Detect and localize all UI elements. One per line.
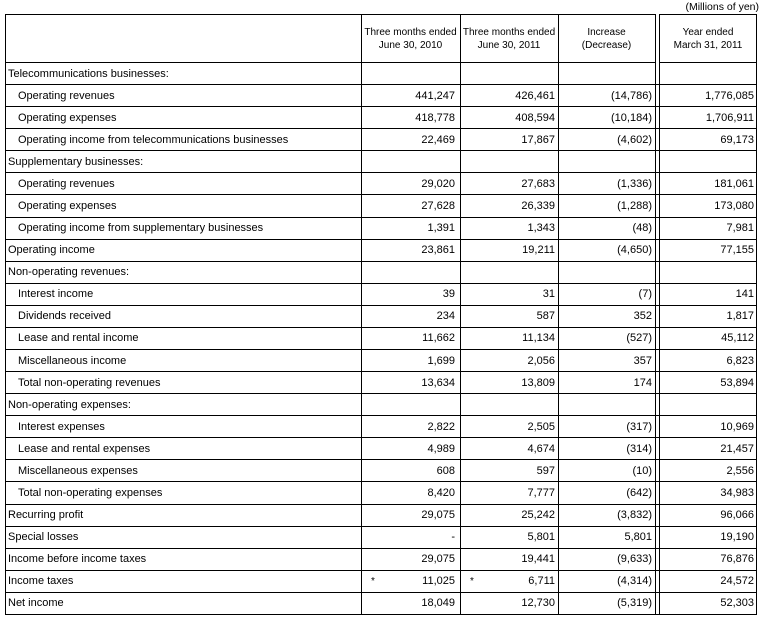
cell-change [558, 262, 655, 283]
cell-fy2011: 24,572 [720, 575, 754, 588]
cell-q1-2011: 11,134 [522, 332, 555, 345]
row-label: Income taxes [8, 575, 74, 588]
header-col-q1-2011-line2: June 30, 2011 [477, 39, 541, 51]
cell-change: (1,288) [617, 200, 652, 212]
row-label: Income before income taxes [8, 553, 147, 566]
cell-change: (4,602) [617, 133, 652, 146]
cell-q1-2011: 31 [542, 288, 555, 301]
header-col-q1-2011-line1: Three months ended [462, 26, 556, 38]
cell-fy2011 [659, 394, 757, 415]
cell-fy2011: 52,303 [720, 597, 754, 610]
footnote-marker: * [371, 575, 375, 587]
cell-q1-2011: 2,056 [527, 354, 555, 367]
cell-q1-2010: - [451, 531, 455, 544]
header-col-fy2011 [659, 14, 757, 63]
table-row [5, 284, 757, 306]
cell-fy2011 [659, 151, 757, 172]
table-row [5, 85, 757, 107]
cell-change: 174 [633, 376, 652, 389]
cell-change: (1,336) [617, 177, 652, 190]
row-label: Operating income from supplementary businesses [18, 222, 264, 235]
row-label: Special losses [8, 531, 79, 544]
cell-change: (317) [626, 420, 652, 433]
table-row [5, 394, 757, 416]
cell-fy2011: 7,981 [726, 222, 754, 235]
cell-q1-2011 [458, 262, 558, 283]
header-col-change-line2: (Decrease) [581, 39, 632, 51]
cell-q1-2010: 29,075 [421, 509, 455, 522]
cell-q1-2010: 11,662 [422, 332, 455, 345]
cell-q1-2011: 5,801 [527, 531, 555, 544]
cell-change: (9,633) [617, 553, 652, 566]
cell-q1-2010: 27,628 [421, 200, 455, 212]
header-col-change-line1: Increase [587, 26, 626, 38]
row-label: Miscellaneous income [18, 354, 127, 367]
cell-change: (10) [632, 464, 652, 477]
cell-q1-2011: 17,867 [521, 133, 555, 146]
row-label: Dividends received [18, 310, 111, 323]
table-row [5, 173, 757, 195]
row-label: Miscellaneous expenses [18, 464, 138, 477]
row-label: Operating income [8, 244, 95, 257]
row-label: Supplementary businesses: [8, 155, 144, 168]
cell-q1-2011: 408,594 [515, 111, 555, 124]
table-row [5, 460, 757, 482]
cell-fy2011: 2,556 [726, 464, 754, 477]
cell-fy2011: 21,457 [720, 442, 754, 455]
table-row [5, 63, 757, 85]
cell-fy2011: 1,706,911 [705, 111, 754, 124]
table-row [5, 505, 757, 527]
row-label: Lease and rental income [18, 332, 139, 345]
row-label: Operating expenses [18, 200, 117, 212]
cell-q1-2010: 608 [436, 464, 455, 477]
cell-q1-2011: 6,711 [528, 575, 555, 588]
cell-q1-2010: 39 [442, 288, 455, 301]
cell-q1-2011: 13,809 [521, 376, 555, 389]
row-label: Total non-operating revenues [18, 376, 161, 389]
cell-q1-2010 [357, 394, 458, 415]
cell-q1-2011: 25,242 [521, 509, 555, 522]
cell-fy2011: 6,823 [726, 354, 754, 367]
cell-q1-2010: 29,075 [421, 553, 455, 566]
row-label: Non-operating expenses: [8, 398, 131, 411]
income-statement-table [5, 14, 757, 614]
row-label: Interest expenses [18, 420, 105, 433]
row-label: Operating revenues [18, 177, 115, 190]
table-row [5, 438, 757, 460]
row-label: Interest income [18, 288, 94, 301]
footnote-marker: * [470, 575, 474, 587]
header-label-cell [5, 14, 361, 63]
row-label: Operating income from telecommunications businesses [18, 133, 289, 146]
cell-fy2011: 1,817 [726, 310, 754, 323]
cell-q1-2011: 26,339 [521, 200, 555, 212]
cell-q1-2010: 22,469 [421, 133, 455, 146]
header-col-q1-2011 [460, 14, 558, 63]
table-row [5, 416, 757, 438]
unit-note: (Millions of yen) [685, 1, 759, 13]
cell-change: (14,786) [611, 89, 652, 102]
cell-q1-2010: 8,420 [427, 487, 455, 500]
cell-change: (10,184) [611, 111, 652, 124]
table-row [5, 571, 757, 593]
cell-q1-2010: 18,049 [421, 597, 455, 610]
header-col-q1-2010 [361, 14, 460, 63]
header-col-change [558, 14, 655, 63]
row-label: Recurring profit [8, 509, 84, 522]
table-row [5, 195, 757, 217]
cell-q1-2011 [458, 394, 558, 415]
cell-q1-2011: 426,461 [515, 89, 555, 102]
cell-q1-2011: 19,441 [521, 553, 555, 566]
cell-change: (5,319) [617, 597, 652, 610]
row-label: Total non-operating expenses [18, 487, 163, 500]
cell-fy2011: 76,876 [720, 553, 754, 566]
table-row [5, 107, 757, 129]
cell-fy2011: 181,061 [714, 177, 754, 190]
cell-change: (642) [626, 487, 652, 500]
cell-fy2011: 1,776,085 [705, 89, 754, 102]
cell-q1-2010 [357, 262, 458, 283]
cell-change: (314) [626, 442, 652, 455]
table-row [5, 527, 757, 549]
cell-q1-2010: 4,989 [427, 442, 455, 455]
cell-change: (48) [632, 222, 652, 235]
cell-q1-2010: 2,822 [427, 420, 455, 433]
cell-change: (4,650) [617, 244, 652, 257]
header-col-q1-2010-line2: June 30, 2010 [378, 39, 443, 51]
table-row [5, 350, 757, 372]
header-col-fy2011-line2: March 31, 2011 [673, 39, 743, 51]
cell-q1-2011: 597 [536, 464, 555, 477]
cell-fy2011: 173,080 [714, 200, 754, 212]
table-row [5, 482, 757, 504]
cell-change: 357 [633, 354, 652, 367]
table-row [5, 372, 757, 394]
cell-fy2011: 96,066 [720, 509, 754, 522]
cell-fy2011: 77,155 [720, 244, 754, 257]
table-row [5, 328, 757, 350]
cell-change: (4,314) [617, 575, 652, 588]
cell-q1-2011 [458, 151, 558, 172]
cell-q1-2011: 7,777 [527, 487, 555, 500]
cell-change: (7) [638, 288, 652, 301]
cell-q1-2011: 587 [536, 310, 555, 323]
cell-fy2011: 10,969 [720, 420, 754, 433]
cell-change: 352 [633, 310, 652, 323]
cell-q1-2011: 12,730 [521, 597, 555, 610]
cell-q1-2011 [458, 63, 558, 84]
cell-fy2011: 141 [735, 288, 754, 301]
cell-fy2011: 34,983 [720, 487, 754, 500]
table-body [5, 63, 757, 615]
table-row [5, 218, 757, 240]
row-label: Operating revenues [18, 89, 115, 102]
cell-q1-2010: 1,391 [427, 222, 455, 235]
cell-q1-2010 [357, 151, 458, 172]
row-label: Lease and rental expenses [18, 442, 151, 455]
cell-change: 5,801 [624, 531, 652, 544]
cell-q1-2011: 1,343 [527, 222, 555, 235]
cell-fy2011: 45,112 [721, 332, 754, 345]
cell-fy2011: 53,894 [720, 376, 754, 389]
row-label: Net income [8, 597, 64, 610]
cell-q1-2010: 1,699 [427, 354, 455, 367]
cell-q1-2010: 234 [436, 310, 455, 323]
cell-q1-2010 [357, 63, 458, 84]
table-row [5, 549, 757, 571]
cell-q1-2011: 27,683 [521, 177, 555, 190]
cell-q1-2010: 23,861 [421, 244, 455, 257]
cell-change: (3,832) [617, 509, 652, 522]
row-label: Telecommunications businesses: [8, 67, 169, 80]
cell-change: (527) [626, 332, 652, 345]
cell-q1-2011: 4,674 [527, 442, 555, 455]
table-row [5, 262, 757, 284]
cell-change [558, 63, 655, 84]
cell-q1-2010: 13,634 [421, 376, 455, 389]
cell-q1-2010: 418,778 [415, 111, 455, 124]
table-row [5, 240, 757, 262]
cell-fy2011: 19,190 [720, 531, 754, 544]
cell-change [558, 394, 655, 415]
cell-fy2011 [659, 63, 757, 84]
cell-fy2011: 69,173 [720, 133, 754, 146]
table-row [5, 306, 757, 328]
table-row [5, 593, 757, 615]
cell-q1-2010: 11,025 [422, 575, 455, 588]
cell-q1-2011: 2,505 [527, 420, 555, 433]
row-label: Non-operating revenues: [8, 266, 130, 279]
cell-q1-2011: 19,211 [522, 244, 555, 257]
table-row [5, 151, 757, 173]
cell-q1-2010: 29,020 [421, 177, 455, 190]
header-col-fy2011-line1: Year ended [682, 26, 734, 38]
header-col-q1-2010-line1: Three months ended [364, 26, 457, 38]
cell-change [558, 151, 655, 172]
table-row [5, 129, 757, 151]
cell-fy2011 [659, 262, 757, 283]
row-label: Operating expenses [18, 111, 117, 124]
cell-q1-2010: 441,247 [415, 89, 455, 102]
